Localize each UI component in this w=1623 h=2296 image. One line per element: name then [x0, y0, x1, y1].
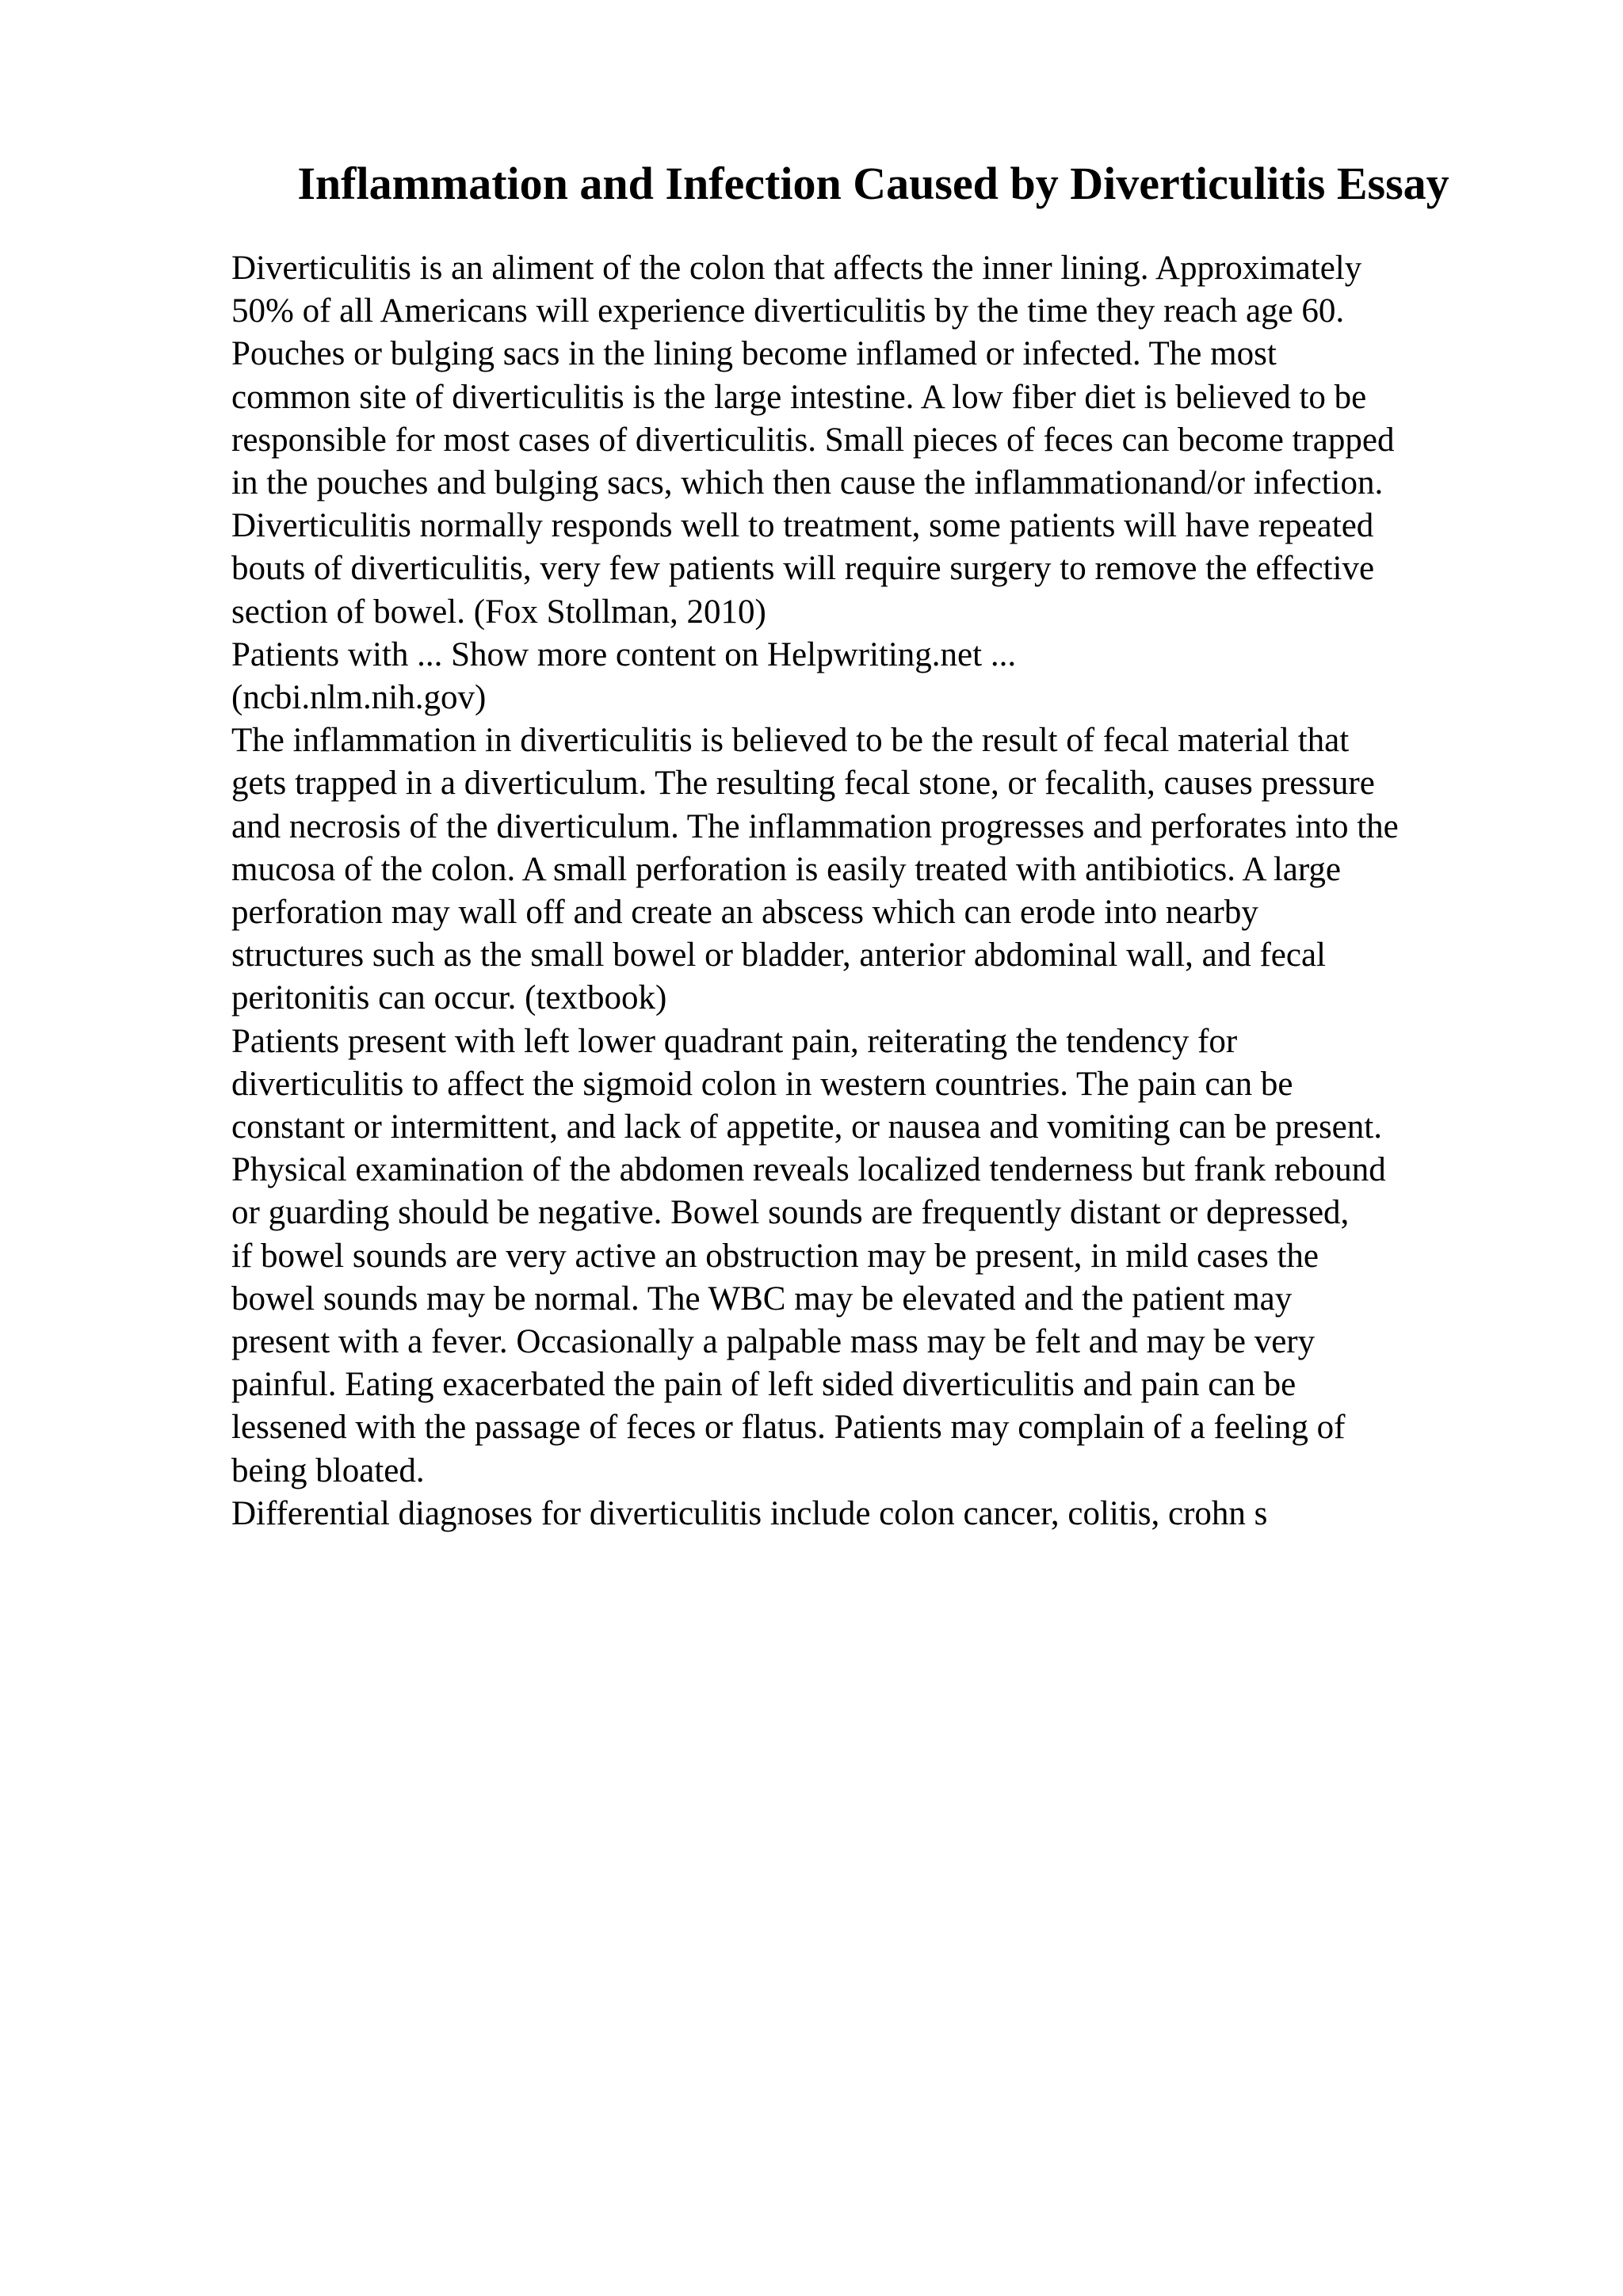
body-line: bowel sounds may be normal. The WBC may be elevated and the patient may [231, 1280, 1293, 1318]
body-line: or guarding should be negative. Bowel sounds are frequently distant or depressed, [231, 1194, 1350, 1232]
body-line: Diverticulitis normally responds well to treatment, some patients will have repeated [231, 507, 1374, 545]
body-line: being bloated. [231, 1451, 425, 1489]
body-line: diverticulitis to affect the sigmoid colon in western countries. The pain can be [231, 1065, 1293, 1103]
document-title: Inflammation and Infection Caused by Diverticulitis Essay [297, 158, 1449, 209]
body-line: Pouches or bulging sacs in the lining become inflamed or infected. The most [231, 335, 1277, 373]
body-line: painful. Eating exacerbated the pain of left sided diverticulitis and pain can be [231, 1366, 1296, 1404]
document-body [231, 247, 1531, 1535]
body-line: 50% of all Americans will experience diverticulitis by the time they reach age 60. [231, 292, 1345, 330]
body-line: perforation may wall off and create an abscess which can erode into nearby [231, 894, 1258, 932]
body-line: in the pouches and bulging sacs, which then cause the inflammationand/or infection. [231, 464, 1384, 502]
body-line: responsible for most cases of diverticulitis. Small pieces of feces can become trapped [231, 421, 1395, 459]
body-line: Patients with ... Show more content on Helpwriting.net ... [231, 635, 1017, 673]
body-line: present with a fever. Occasionally a palpable mass may be felt and may be very [231, 1323, 1316, 1361]
body-line: Patients present with left lower quadrant pain, reiterating the tendency for [231, 1022, 1238, 1060]
body-line: mucosa of the colon. A small perforation is easily treated with antibiotics. A large [231, 850, 1341, 888]
body-line: constant or intermittent, and lack of appetite, or nausea and vomiting can be present. [231, 1108, 1382, 1146]
body-line: and necrosis of the diverticulum. The inflammation progresses and perforates into the [231, 807, 1399, 845]
body-line: (ncbi.nlm.nih.gov) [231, 679, 487, 717]
body-line: bouts of diverticulitis, very few patients will require surgery to remove the effective [231, 550, 1375, 588]
body-line: The inflammation in diverticulitis is believed to be the result of fecal material that [231, 722, 1350, 760]
body-line: if bowel sounds are very active an obstruction may be present, in mild cases the [231, 1237, 1319, 1275]
body-line: Physical examination of the abdomen reveals localized tenderness but frank rebound [231, 1151, 1386, 1189]
body-line: Differential diagnoses for diverticulitis include colon cancer, colitis, crohn s [231, 1494, 1268, 1532]
body-line: peritonitis can occur. (textbook) [231, 979, 667, 1017]
body-line: Diverticulitis is an aliment of the colon that affects the inner lining. Approximately [231, 250, 1362, 287]
body-line: common site of diverticulitis is the large intestine. A low fiber diet is believed to be [231, 378, 1367, 416]
body-line: section of bowel. (Fox Stollman, 2010) [231, 593, 766, 631]
body-line: lessened with the passage of feces or flatus. Patients may complain of a feeling of [231, 1409, 1346, 1447]
body-line: structures such as the small bowel or bladder, anterior abdominal wall, and fecal [231, 936, 1326, 974]
body-line: gets trapped in a diverticulum. The resulting fecal stone, or fecalith, causes pressure [231, 765, 1375, 803]
